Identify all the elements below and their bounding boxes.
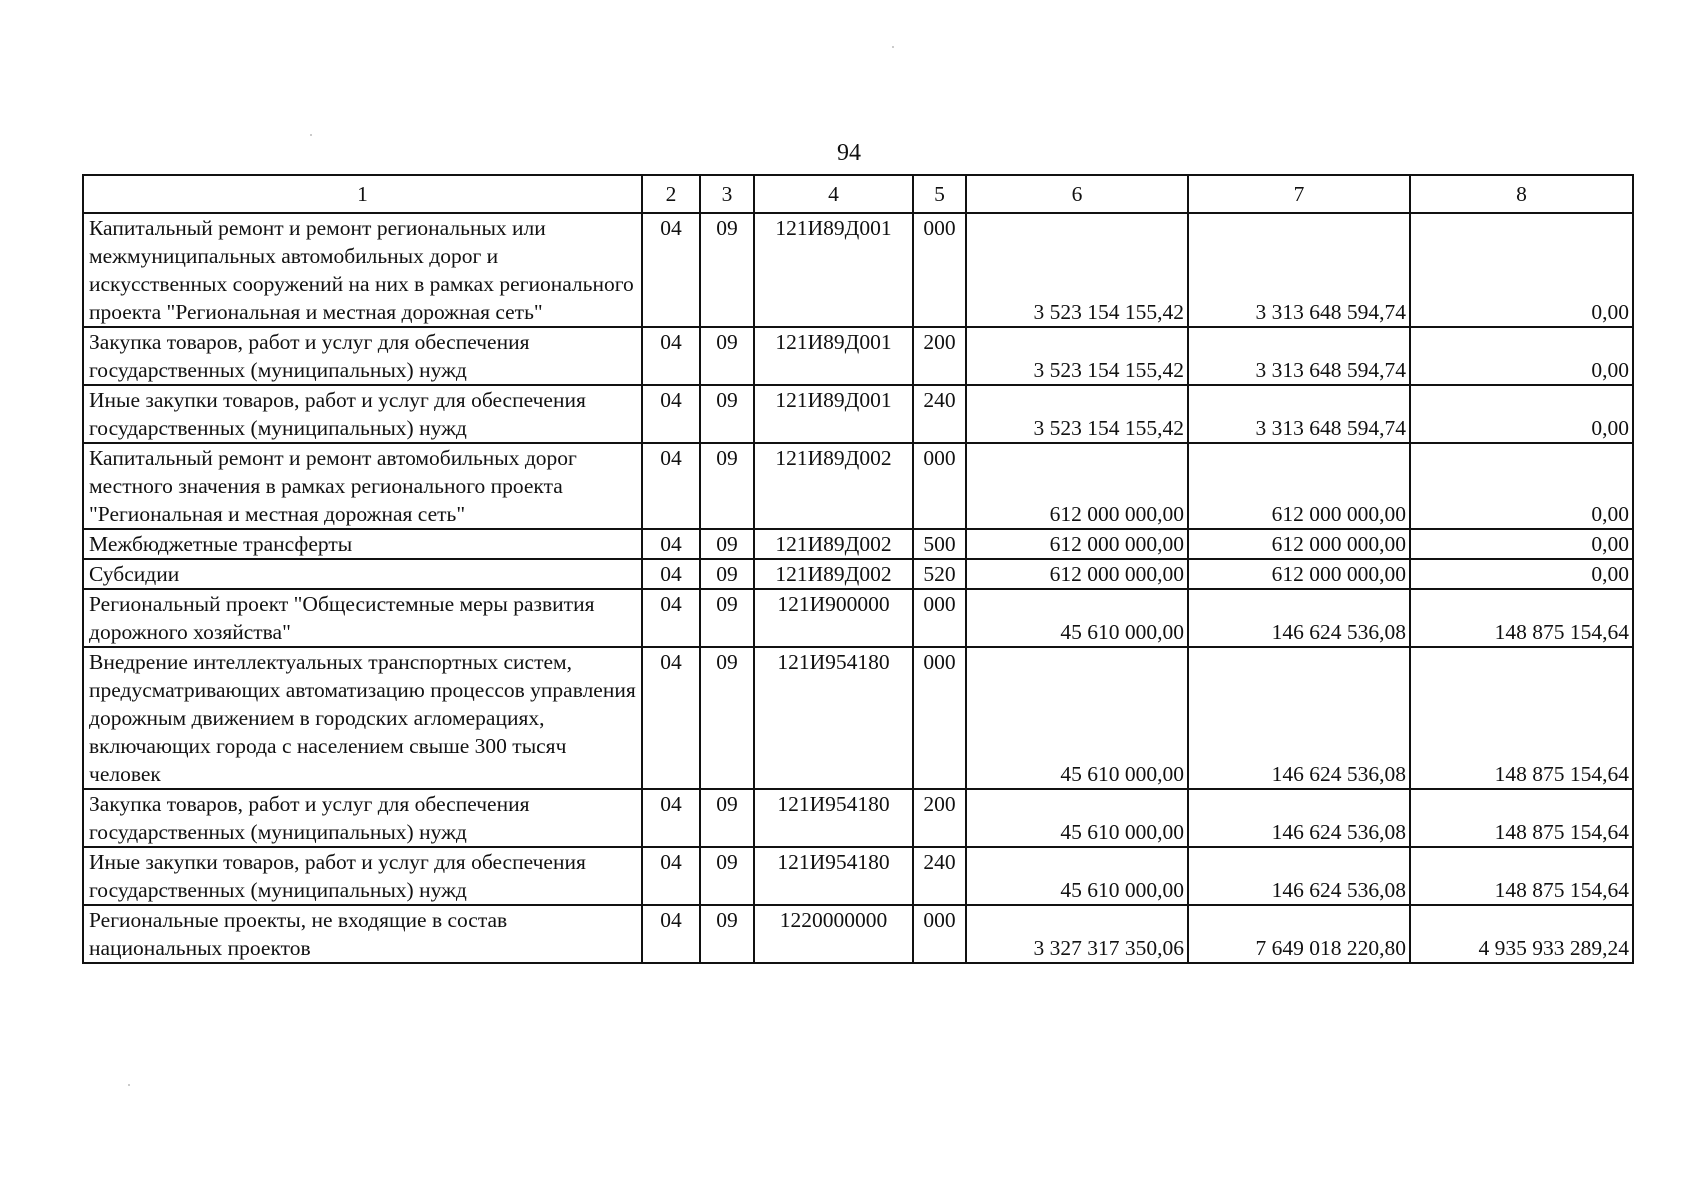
section-code-cell: 04	[642, 847, 700, 905]
page-number: 94	[837, 140, 861, 166]
amount-col7-cell: 7 649 018 220,80	[1188, 905, 1410, 963]
section-code-cell: 04	[642, 905, 700, 963]
column-number-row	[83, 175, 1633, 213]
expense-type-cell: 200	[913, 789, 966, 847]
target-article-cell: 121И954180	[754, 847, 913, 905]
section-code-cell: 04	[642, 213, 700, 327]
section-code-cell: 04	[642, 647, 700, 789]
column-header: 4	[754, 175, 913, 213]
subsection-code-cell: 09	[700, 789, 754, 847]
table-row	[83, 589, 1633, 647]
column-header: 1	[83, 175, 642, 213]
row-name-cell: Закупка товаров, работ и услуг для обеспечения государственных (муниципальных) нужд	[83, 327, 642, 385]
scan-speck	[128, 1084, 130, 1086]
section-code-cell: 04	[642, 327, 700, 385]
column-header: 6	[966, 175, 1188, 213]
scan-speck	[310, 134, 312, 136]
subsection-code-cell: 09	[700, 385, 754, 443]
target-article-cell: 121И954180	[754, 647, 913, 789]
expense-type-cell: 520	[913, 559, 966, 589]
section-code-cell: 04	[642, 385, 700, 443]
row-name-cell: Региональные проекты, не входящие в состав национальных проектов	[83, 905, 642, 963]
subsection-code-cell: 09	[700, 213, 754, 327]
section-code-cell: 04	[642, 443, 700, 529]
amount-col8-cell: 0,00	[1410, 529, 1633, 559]
amount-col7-cell: 146 624 536,08	[1188, 589, 1410, 647]
table-row	[83, 647, 1633, 789]
table-row	[83, 213, 1633, 327]
row-name-cell: Иные закупки товаров, работ и услуг для обеспечения государственных (муниципальных) нужд	[83, 385, 642, 443]
table-row	[83, 529, 1633, 559]
expense-type-cell: 000	[913, 647, 966, 789]
table-row	[83, 789, 1633, 847]
amount-col6-cell: 3 327 317 350,06	[966, 905, 1188, 963]
expense-type-cell: 240	[913, 847, 966, 905]
amount-col6-cell: 612 000 000,00	[966, 443, 1188, 529]
table-row	[83, 385, 1633, 443]
scan-speck	[892, 46, 894, 48]
column-header: 2	[642, 175, 700, 213]
amount-col6-cell: 45 610 000,00	[966, 847, 1188, 905]
amount-col7-cell: 3 313 648 594,74	[1188, 385, 1410, 443]
amount-col6-cell: 612 000 000,00	[966, 559, 1188, 589]
amount-col8-cell: 0,00	[1410, 385, 1633, 443]
amount-col6-cell: 45 610 000,00	[966, 647, 1188, 789]
expense-type-cell: 500	[913, 529, 966, 559]
row-name-cell: Межбюджетные трансферты	[83, 529, 642, 559]
amount-col7-cell: 3 313 648 594,74	[1188, 213, 1410, 327]
target-article-cell: 1220000000	[754, 905, 913, 963]
row-name-cell: Иные закупки товаров, работ и услуг для обеспечения государственных (муниципальных) нужд	[83, 847, 642, 905]
column-header: 5	[913, 175, 966, 213]
section-code-cell: 04	[642, 529, 700, 559]
amount-col8-cell: 0,00	[1410, 443, 1633, 529]
amount-col6-cell: 3 523 154 155,42	[966, 385, 1188, 443]
subsection-code-cell: 09	[700, 647, 754, 789]
amount-col6-cell: 3 523 154 155,42	[966, 327, 1188, 385]
subsection-code-cell: 09	[700, 327, 754, 385]
table-row	[83, 847, 1633, 905]
target-article-cell: 121И954180	[754, 789, 913, 847]
row-name-cell: Региональный проект "Общесистемные меры развития дорожного хозяйства"	[83, 589, 642, 647]
subsection-code-cell: 09	[700, 905, 754, 963]
expense-type-cell: 200	[913, 327, 966, 385]
subsection-code-cell: 09	[700, 589, 754, 647]
amount-col7-cell: 612 000 000,00	[1188, 529, 1410, 559]
amount-col7-cell: 612 000 000,00	[1188, 443, 1410, 529]
subsection-code-cell: 09	[700, 443, 754, 529]
amount-col8-cell: 148 875 154,64	[1410, 847, 1633, 905]
target-article-cell: 121И89Д001	[754, 327, 913, 385]
subsection-code-cell: 09	[700, 529, 754, 559]
section-code-cell: 04	[642, 589, 700, 647]
target-article-cell: 121И89Д002	[754, 559, 913, 589]
amount-col8-cell: 0,00	[1410, 213, 1633, 327]
table-row	[83, 443, 1633, 529]
amount-col8-cell: 148 875 154,64	[1410, 647, 1633, 789]
target-article-cell: 121И89Д001	[754, 213, 913, 327]
amount-col8-cell: 4 935 933 289,24	[1410, 905, 1633, 963]
amount-col7-cell: 3 313 648 594,74	[1188, 327, 1410, 385]
amount-col7-cell: 146 624 536,08	[1188, 847, 1410, 905]
subsection-code-cell: 09	[700, 559, 754, 589]
target-article-cell: 121И89Д001	[754, 385, 913, 443]
target-article-cell: 121И89Д002	[754, 443, 913, 529]
subsection-code-cell: 09	[700, 847, 754, 905]
target-article-cell: 121И900000	[754, 589, 913, 647]
section-code-cell: 04	[642, 789, 700, 847]
row-name-cell: Закупка товаров, работ и услуг для обеспечения государственных (муниципальных) нужд	[83, 789, 642, 847]
table-row	[83, 327, 1633, 385]
amount-col8-cell: 0,00	[1410, 327, 1633, 385]
expense-type-cell: 240	[913, 385, 966, 443]
amount-col8-cell: 0,00	[1410, 559, 1633, 589]
row-name-cell: Внедрение интеллектуальных транспортных систем, предусматривающих автоматизацию процессов управления дорожным движением в городских агломерациях, включающих города с населением свыше 300 тысяч человек	[83, 647, 642, 789]
amount-col7-cell: 612 000 000,00	[1188, 559, 1410, 589]
row-name-cell: Капитальный ремонт и ремонт автомобильных дорог местного значения в рамках регионального проекта "Региональная и местная дорожная сеть"	[83, 443, 642, 529]
amount-col6-cell: 3 523 154 155,42	[966, 213, 1188, 327]
column-header: 8	[1410, 175, 1633, 213]
expense-type-cell: 000	[913, 589, 966, 647]
column-header: 7	[1188, 175, 1410, 213]
amount-col8-cell: 148 875 154,64	[1410, 789, 1633, 847]
table-row	[83, 559, 1633, 589]
amount-col6-cell: 45 610 000,00	[966, 589, 1188, 647]
column-header: 3	[700, 175, 754, 213]
expense-type-cell: 000	[913, 443, 966, 529]
row-name-cell: Капитальный ремонт и ремонт региональных или межмуниципальных автомобильных дорог и искусственных сооружений на них в рамках регионального проекта "Региональная и местная дорожная сеть"	[83, 213, 642, 327]
target-article-cell: 121И89Д002	[754, 529, 913, 559]
amount-col6-cell: 612 000 000,00	[966, 529, 1188, 559]
amount-col6-cell: 45 610 000,00	[966, 789, 1188, 847]
row-name-cell: Субсидии	[83, 559, 642, 589]
budget-table	[82, 174, 1634, 964]
section-code-cell: 04	[642, 559, 700, 589]
expense-type-cell: 000	[913, 905, 966, 963]
amount-col7-cell: 146 624 536,08	[1188, 789, 1410, 847]
expense-type-cell: 000	[913, 213, 966, 327]
amount-col7-cell: 146 624 536,08	[1188, 647, 1410, 789]
amount-col8-cell: 148 875 154,64	[1410, 589, 1633, 647]
table-row	[83, 905, 1633, 963]
